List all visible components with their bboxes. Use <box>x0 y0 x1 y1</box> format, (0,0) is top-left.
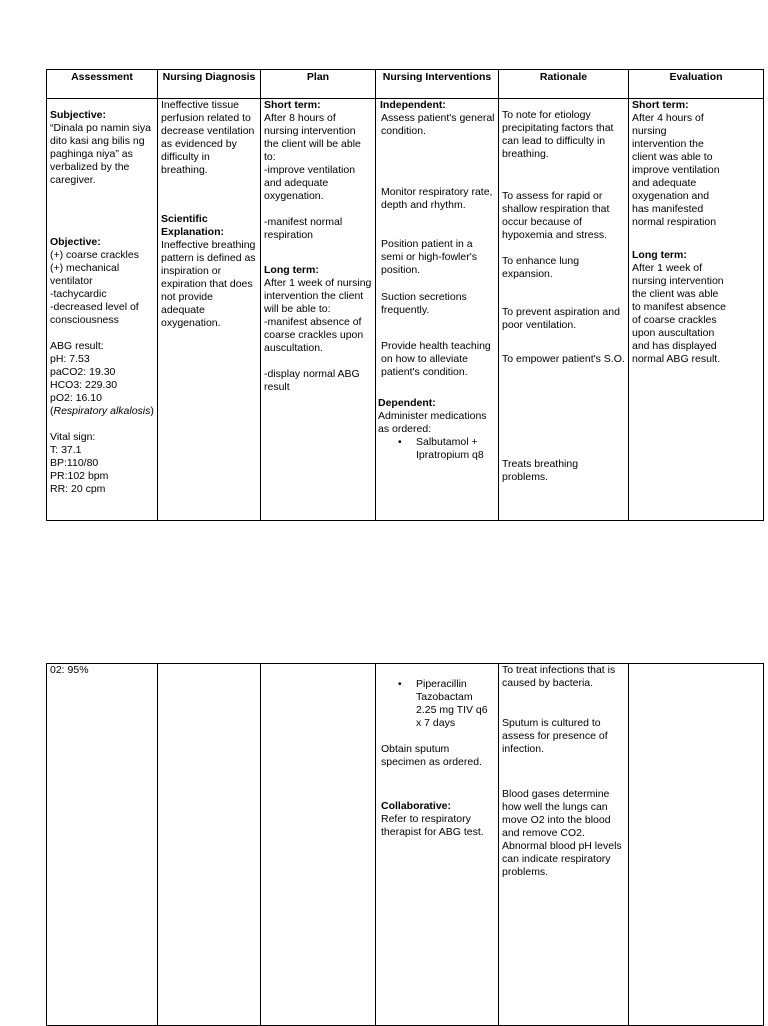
collaborative-label: Collaborative: <box>381 800 452 812</box>
evaluation-short-term-text: After 4 hours of nursing intervention the client was able to improve ventilation and adequate oxygenation and has manifested normal respiration <box>632 112 720 228</box>
header-evaluation: Evaluation <box>629 70 764 99</box>
abg-item: pH: 7.53 <box>50 353 90 365</box>
plan-cell-continued <box>261 664 376 1026</box>
abg-item: HCO3: 229.30 <box>50 379 118 391</box>
rationale-cell <box>499 99 629 521</box>
evaluation-long-term-text: After 1 week of nursing intervention the client was able to manifest absence of coarse crackles upon auscultation and has displayed normal ABG result. <box>632 262 726 365</box>
collaborative-text: Refer to respiratory therapist for ABG test. <box>381 813 484 838</box>
intervention-item: Position patient in a semi or high-fowler's position. <box>381 238 477 276</box>
objective-item: -decreased level of consciousness <box>50 301 139 326</box>
medication-item: • Piperacillin Tazobactam 2.25 mg TIV q6 x 7 days <box>398 678 488 729</box>
intervention-item: Monitor respiratory rate, depth and rhythm. <box>381 186 493 211</box>
subjective-label: Subjective: <box>50 109 107 121</box>
rationale-item: To assess for rapid or shallow respiration that occur because of hypoxemia and stress. <box>502 190 610 241</box>
rationale-item: Treats breathing problems. <box>502 458 579 483</box>
plan-long-term-label: Long term: <box>264 264 319 276</box>
dependent-label: Dependent: <box>378 397 436 409</box>
diagnosis-text: Ineffective tissue perfusion related to decrease ventilation as evidenced by difficulty in breathing. <box>161 99 255 176</box>
abg-item: pO2: 16.10 <box>50 392 102 404</box>
content-row <box>47 99 764 521</box>
header-plan: Plan <box>261 70 376 99</box>
header-assessment: Assessment <box>47 70 158 99</box>
care-plan-table-page-1 <box>46 69 764 521</box>
abg-label: ABG result: <box>50 340 104 352</box>
plan-short-term-text: After 8 hours of nursing intervention the client will be able to: <box>264 112 361 163</box>
bullet-icon: • <box>398 436 402 448</box>
care-plan-table-page-2 <box>46 663 764 1026</box>
vital-item: RR: 20 cpm <box>50 483 106 495</box>
medication-item: • Salbutamol + Ipratropium q8 <box>398 436 484 461</box>
abg-item: paCO2: 19.30 <box>50 366 116 378</box>
intervention-item: Provide health teaching on how to alleviate patient's condition. <box>381 340 491 378</box>
abg-interpretation: (Respiratory alkalosis) <box>50 405 154 417</box>
vital-item: BP:110/80 <box>50 457 99 469</box>
objective-label: Objective: <box>50 236 101 248</box>
header-row <box>47 70 764 99</box>
header-nursing-diagnosis: Nursing Diagnosis <box>158 70 261 99</box>
dependent-text: Administer medications as ordered: <box>378 410 487 435</box>
subjective-text: “Dinala po namin siya dito kasi ang bilis ng paghinga niya” as verbalized by the caregiver. <box>50 122 151 186</box>
vitals-label: Vital sign: <box>50 431 96 443</box>
o2-saturation: 02: 95% <box>50 664 89 676</box>
evaluation-short-term-label: Short term: <box>632 99 689 111</box>
rationale-cell-continued <box>499 664 629 1026</box>
intervention-item: Suction secretions frequently. <box>381 291 467 316</box>
independent-label: Independent: <box>380 99 446 111</box>
objective-item: (+) mechanical ventilator <box>50 262 120 287</box>
assessment-cell <box>47 99 158 521</box>
plan-cell <box>261 99 376 521</box>
vital-item: PR:102 bpm <box>50 470 109 482</box>
plan-long-item: -manifest absence of coarse crackles upon auscultation. <box>264 316 364 354</box>
plan-long-item: -display normal ABG result <box>264 368 360 393</box>
plan-short-item: -manifest normal respiration <box>264 216 343 241</box>
diagnosis-cell <box>158 99 261 521</box>
rationale-item: Blood gases determine how well the lungs can move O2 into the blood and remove CO2. Abnormal blood pH levels can indicate respiratory problems. <box>502 788 622 878</box>
diagnosis-cell-continued <box>158 664 261 1026</box>
interventions-cell <box>376 99 499 521</box>
content-row-continued <box>47 664 764 1026</box>
scientific-explanation-text: Ineffective breathing pattern is defined as inspiration or expiration that does not provide adequate oxygenation. <box>161 239 256 329</box>
intervention-item: Assess patient's general condition. <box>381 112 495 137</box>
sputum-intervention: Obtain sputum specimen as ordered. <box>381 743 482 768</box>
rationale-item: Sputum is cultured to assess for presence of infection. <box>502 717 608 755</box>
evaluation-cell-continued <box>629 664 764 1026</box>
objective-item: -tachycardic <box>50 288 107 300</box>
rationale-item: To note for etiology precipitating factors that can lead to difficulty in breathing. <box>502 109 614 160</box>
rationale-item: To prevent aspiration and poor ventilation. <box>502 306 620 331</box>
rationale-item: To empower patient's S.O. <box>502 353 625 365</box>
bullet-icon: • <box>398 678 402 690</box>
rationale-item: To enhance lung expansion. <box>502 255 580 280</box>
plan-short-item: -improve ventilation and adequate oxygenation. <box>264 164 356 202</box>
evaluation-cell <box>629 99 764 521</box>
interventions-cell-continued <box>376 664 499 1026</box>
rationale-item: To treat infections that is caused by bacteria. <box>502 664 616 689</box>
scientific-explanation-label: Scientific Explanation: <box>161 213 225 238</box>
evaluation-long-term-label: Long term: <box>632 249 687 261</box>
header-nursing-interventions: Nursing Interventions <box>376 70 499 99</box>
assessment-cell-continued <box>47 664 158 1026</box>
objective-item: (+) coarse crackles <box>50 249 139 261</box>
vital-item: T: 37.1 <box>50 444 82 456</box>
plan-short-term-label: Short term: <box>264 99 321 111</box>
header-rationale: Rationale <box>499 70 629 99</box>
plan-long-term-text: After 1 week of nursing intervention the client will be able to: <box>264 277 372 315</box>
